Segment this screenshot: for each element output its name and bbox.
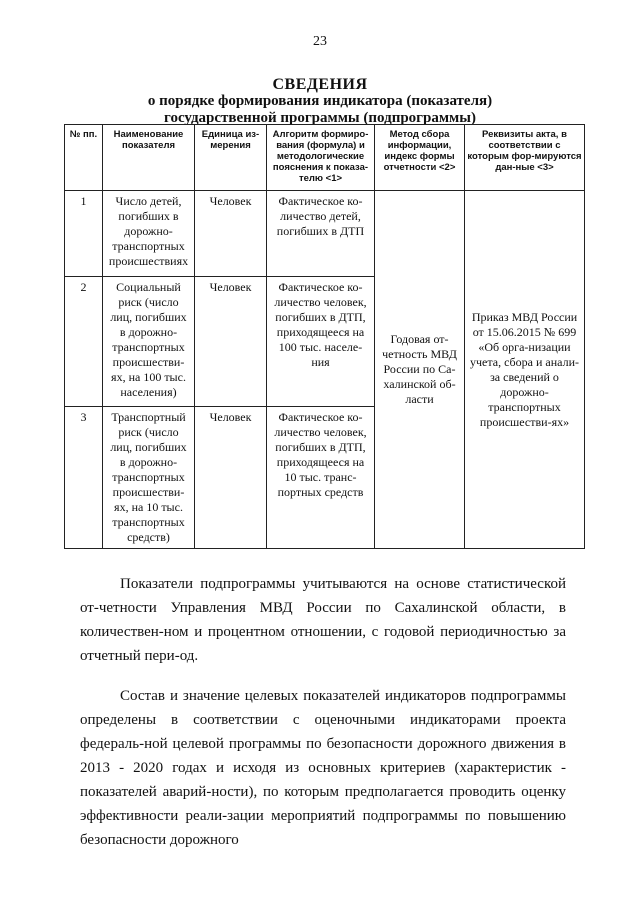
row-algorithm: Фактическое ко-личество человек, погибших в ДТП, приходящееся на 10 тыс. транс-портных средств <box>267 407 375 549</box>
row-unit: Человек <box>195 277 267 407</box>
row-number: 2 <box>65 277 103 407</box>
row-indicator-name: Транспортный риск (число лиц, погибших в дорожно-транспортных происшестви-ях, на 10 тыс. транспортных средств) <box>103 407 195 549</box>
paragraph-text: Состав и значение целевых показателей индикаторов подпрограммы определены в соответствии с оценочными индикаторами проекта федераль-ной целевой программы по безопасности дорожного движения в 2013 - 2020 годах и исходя из основных критериев (характеристик - показателей аварий-ности), по которым предполагается проводить оценку эффективности реали-зации мероприятий подпрограммы по повышению безопасности дорожного <box>80 688 566 848</box>
table-header-row <box>65 125 585 191</box>
header-method: Метод сбора информации, индекс формы отчетности <2> <box>375 125 465 191</box>
paragraph-data-source <box>80 572 566 668</box>
row-number: 1 <box>65 191 103 277</box>
paragraph-text: Показатели подпрограммы учитываются на основе статистической от-четности Управления МВД России по Сахалинской области, в количествен-ном и процентном отношении, с годовой периодичностью за отчетный пери-од. <box>80 576 566 664</box>
row-unit: Человек <box>195 191 267 277</box>
page-number: 23 <box>313 34 327 49</box>
row-algorithm: Фактическое ко-личество человек, погибших в ДТП, приходящееся на 100 тыс. населе-ния <box>267 277 375 407</box>
heading-title: СВЕДЕНИЯ <box>272 76 368 93</box>
header-algorithm: Алгоритм формиро-вания (формула) и методологические пояснения к показа-телю <1> <box>267 125 375 191</box>
heading-subtitle-line-1: о порядке формирования индикатора (показателя) <box>147 93 493 109</box>
document-heading <box>90 76 550 127</box>
row-indicator-name: Социальный риск (число лиц, погибших в дорожно-транспортных происшестви-ях, на 100 тыс. населения) <box>103 277 195 407</box>
indicator-table <box>64 124 585 549</box>
header-requisites: Реквизиты акта, в соответствии с которым фор-мируются дан-ные <3> <box>465 125 585 191</box>
requisites-cell: Приказ МВД России от 15.06.2015 № 699 «Об орга-низации учета, сбора и анали-за сведений о дорожно-транспортных происшестви-ях» <box>465 191 585 549</box>
method-cell: Годовая от-четность МВД России по Са-халинской об-ласти <box>375 191 465 549</box>
heading-subtitle-line-2: государственной программы (подпрограммы) <box>164 110 476 126</box>
paragraph-indicators-composition <box>80 684 566 852</box>
row-indicator-name: Число детей, погибших в дорожно-транспортных происшествиях <box>103 191 195 277</box>
header-indicator-name: Наименование показателя <box>103 125 195 191</box>
row-number: 3 <box>65 407 103 549</box>
table-row <box>65 191 585 277</box>
header-number: № пп. <box>65 125 103 191</box>
row-algorithm: Фактическое ко-личество детей, погибших в ДТП <box>267 191 375 277</box>
header-unit: Единица из-мерения <box>195 125 267 191</box>
row-unit: Человек <box>195 407 267 549</box>
